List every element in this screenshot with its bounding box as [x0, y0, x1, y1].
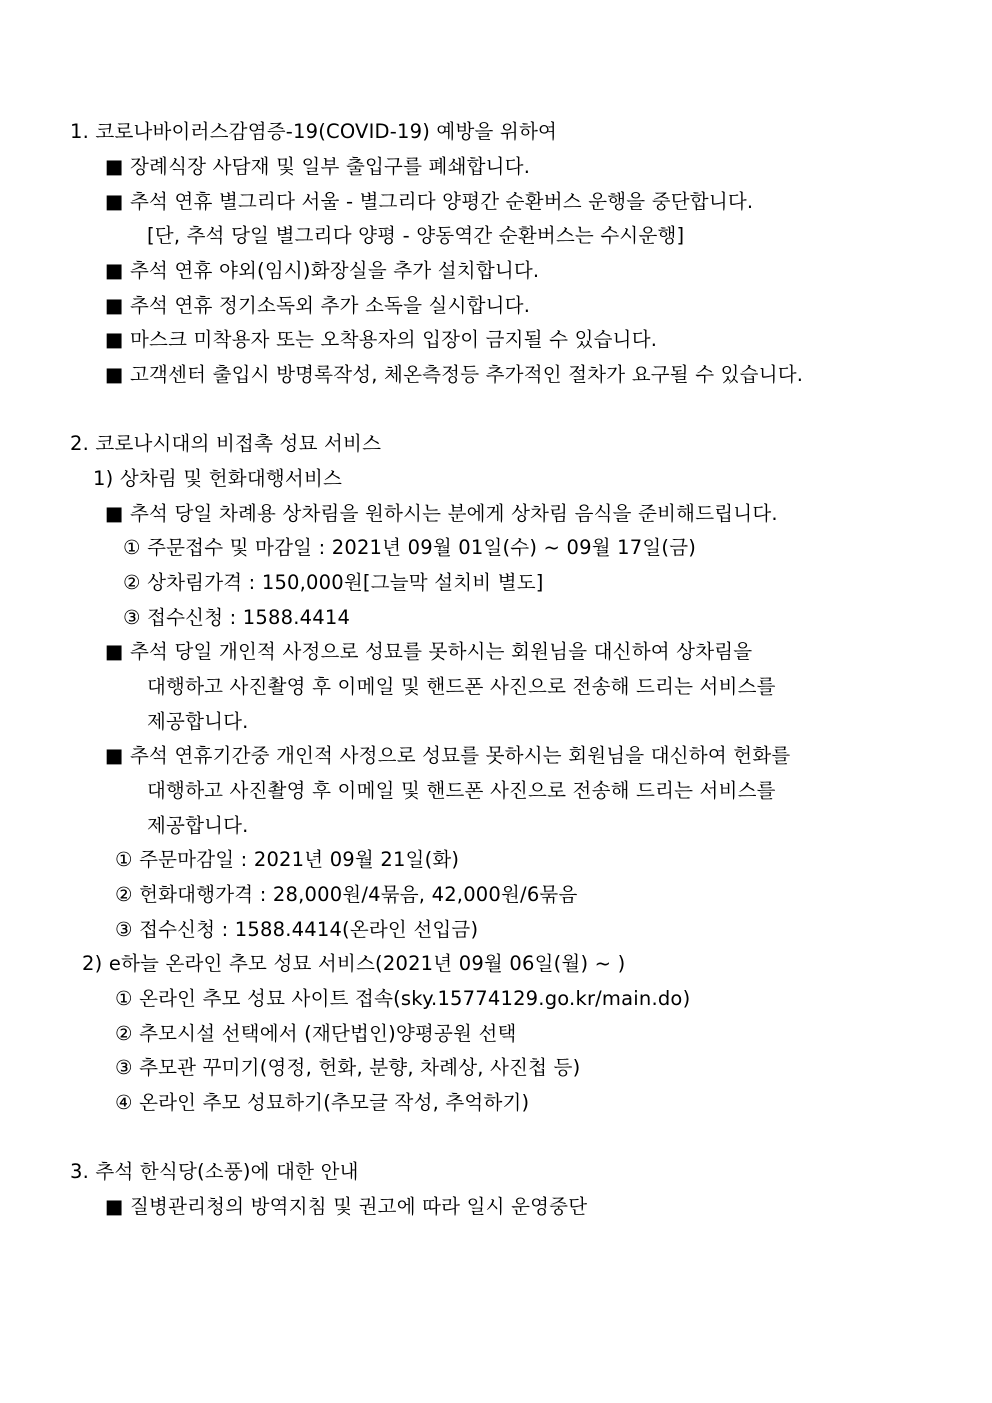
- service-item: ■ 추석 당일 차례용 상차림을 원하시는 분에게 상차림 음식을 준비해드립니다.: [105, 502, 778, 525]
- online-step: ② 추모시설 선택에서 (재단법인)양평공원 선택: [115, 1022, 517, 1045]
- section-2-heading: 2. 코로나시대의 비접촉 성묘 서비스: [70, 432, 382, 455]
- notice-item: ■ 추석 연휴 정기소독외 추가 소독을 실시합니다.: [105, 294, 531, 317]
- service-detail: ① 주문접수 및 마감일 : 2021년 09월 01일(수) ~ 09월 17일(금): [123, 536, 697, 559]
- subsection-2-heading: 2) e하늘 온라인 추모 성묘 서비스(2021년 09월 06일(월) ~ ): [82, 952, 626, 975]
- notice-item: ■ 고객센터 출입시 방명록작성, 체온측정등 추가적인 절차가 요구될 수 있습니다.: [105, 363, 804, 386]
- section-1-heading: 1. 코로나바이러스감염증-19(COVID-19) 예방을 위하여: [70, 120, 558, 143]
- service-detail: ① 주문마감일 : 2021년 09월 21일(화): [115, 848, 460, 871]
- online-step: ① 온라인 추모 성묘 사이트 접속(sky.15774129.go.kr/main.do): [115, 987, 691, 1010]
- service-detail: ③ 접수신청 : 1588.4414: [123, 606, 351, 629]
- section-3-heading: 3. 추석 한식당(소풍)에 대한 안내: [70, 1160, 359, 1183]
- online-step: ③ 추모관 꾸미기(영정, 헌화, 분향, 차례상, 사진첩 등): [115, 1056, 581, 1079]
- notice-item: ■ 추석 연휴 야외(임시)화장실을 추가 설치합니다.: [105, 259, 540, 282]
- service-detail: ② 헌화대행가격 : 28,000원/4묶음, 42,000원/6묶음: [115, 883, 578, 906]
- service-item-continuation: 제공합니다.: [147, 710, 249, 733]
- service-item-continuation: 제공합니다.: [147, 814, 249, 837]
- notice-item: ■ 추석 연휴 별그리다 서울 - 별그리다 양평간 순환버스 운행을 중단합니다.: [105, 190, 754, 213]
- service-detail: ③ 접수신청 : 1588.4414(온라인 선입금): [115, 918, 479, 941]
- notice-item: ■ 마스크 미착용자 또는 오착용자의 입장이 금지될 수 있습니다.: [105, 328, 658, 351]
- service-item-continuation: 대행하고 사진촬영 후 이메일 및 핸드폰 사진으로 전송해 드리는 서비스를: [147, 675, 776, 698]
- service-item-continuation: 대행하고 사진촬영 후 이메일 및 핸드폰 사진으로 전송해 드리는 서비스를: [147, 779, 776, 802]
- service-item: ■ 추석 당일 개인적 사정으로 성묘를 못하시는 회원님을 대신하여 상차림을: [105, 640, 753, 663]
- service-item: ■ 추석 연휴기간중 개인적 사정으로 성묘를 못하시는 회원님을 대신하여 헌화를: [105, 744, 791, 767]
- subsection-1-heading: 1) 상차림 및 헌화대행서비스: [93, 467, 343, 490]
- online-step: ④ 온라인 추모 성묘하기(추모글 작성, 추억하기): [115, 1091, 530, 1114]
- notice-item: ■ 장례식장 사담재 및 일부 출입구를 폐쇄합니다.: [105, 155, 531, 178]
- notice-item: ■ 질병관리청의 방역지침 및 권고에 따라 일시 운영중단: [105, 1195, 588, 1218]
- notice-item-note: [단, 추석 당일 별그리다 양평 - 양동역간 순환버스는 수시운행]: [147, 224, 685, 247]
- service-detail: ② 상차림가격 : 150,000원[그늘막 설치비 별도]: [123, 571, 544, 594]
